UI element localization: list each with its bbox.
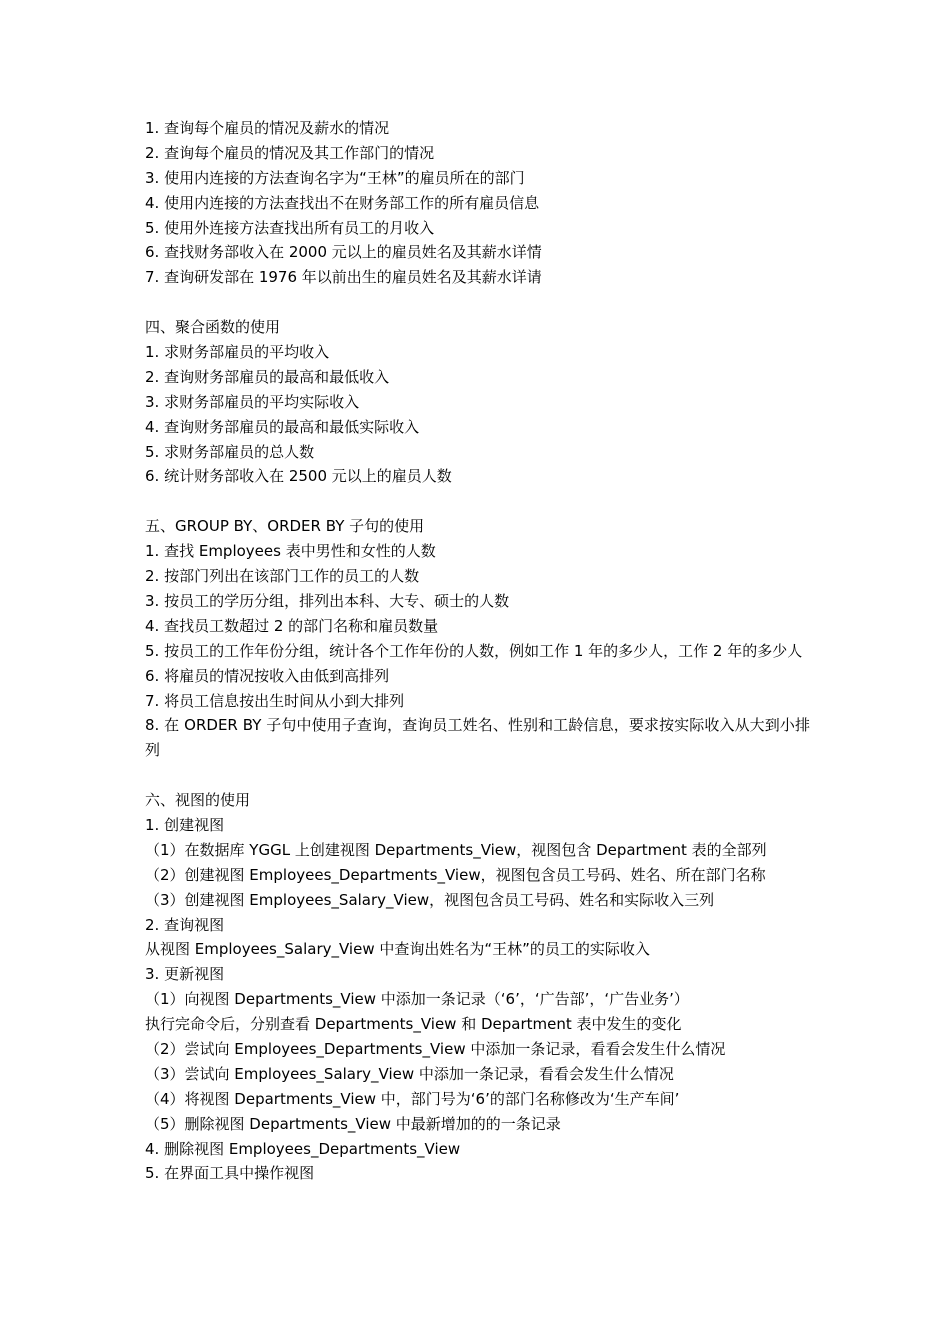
list-item: 2. 查询每个雇员的情况及其工作部门的情况	[145, 143, 435, 162]
paragraph-spacer	[145, 763, 810, 788]
list-item: 3. 更新视图	[145, 965, 225, 984]
section-heading-groupby: 五、GROUP BY、ORDER BY 子句的使用	[145, 517, 425, 536]
list-item: 7. 将员工信息按出生时间从小到大排列	[145, 691, 405, 710]
list-item: 6. 查找财务部收入在 2000 元以上的雇员姓名及其薪水详情	[145, 243, 542, 262]
list-item: 4. 查找员工数超过 2 的部门名称和雇员数量	[145, 616, 439, 635]
list-item: 2. 查询视图	[145, 915, 225, 934]
sub-item: （1）向视图 Departments_View 中添加一条记录（‘6’，‘广告部’，‘广告业务’）	[145, 990, 689, 1009]
list-item: 1. 查询每个雇员的情况及薪水的情况	[145, 119, 390, 137]
list-item: 4. 查询财务部雇员的最高和最低实际收入	[145, 417, 420, 436]
sub-item: （2）创建视图 Employees_Departments_View，视图包含员工号码、姓名、所在部门名称	[145, 865, 766, 884]
list-item: 5. 按员工的工作年份分组，统计各个工作年份的人数，例如工作 1 年的多少人，工作 2 年的多少人	[145, 641, 803, 660]
sub-item: （3）尝试向 Employees_Salary_View 中添加一条记录，看看会发生什么情况	[145, 1064, 674, 1083]
list-item: 4. 删除视图 Employees_Departments_View	[145, 1139, 461, 1158]
list-item: 1. 查找 Employees 表中男性和女性的人数	[145, 542, 436, 561]
list-item: 7. 查询研发部在 1976 年以前出生的雇员姓名及其薪水详请	[145, 268, 542, 287]
list-item: 5. 求财务部雇员的总人数	[145, 442, 315, 461]
list-item: 8. 在 ORDER BY 子句中使用子查询，查询员工姓名、性别和工龄信息，要求按实际收入从大到小排列	[145, 716, 810, 760]
sub-item: （5）删除视图 Departments_View 中最新增加的的一条记录	[145, 1114, 561, 1133]
document-body	[145, 116, 810, 1186]
section-heading-aggregate: 四、聚合函数的使用	[145, 318, 281, 337]
paragraph-spacer	[145, 290, 810, 315]
paragraph-spacer	[145, 489, 810, 514]
sub-item: （1）在数据库 YGGL 上创建视图 Departments_View，视图包含 Department 表的全部列	[145, 840, 767, 859]
list-item: 6. 将雇员的情况按收入由低到高排列	[145, 666, 390, 685]
list-item: 4. 使用内连接的方法查找出不在财务部工作的所有雇员信息	[145, 193, 540, 212]
sub-item: 从视图 Employees_Salary_View 中查询出姓名为“王林”的员工的实际收入	[145, 940, 650, 959]
list-item: 1. 求财务部雇员的平均收入	[145, 343, 330, 362]
list-item: 1. 创建视图	[145, 815, 225, 834]
sub-item: 执行完命令后，分别查看 Departments_View 和 Department 表中发生的变化	[145, 1015, 682, 1034]
sub-item: （2）尝试向 Employees_Departments_View 中添加一条记录，看看会发生什么情况	[145, 1040, 726, 1058]
list-item: 2. 查询财务部雇员的最高和最低收入	[145, 367, 390, 386]
list-item: 3. 按员工的学历分组，排列出本科、大专、硕士的人数	[145, 591, 510, 610]
list-item: 2. 按部门列出在该部门工作的员工的人数	[145, 567, 420, 586]
sub-item: （4）将视图 Departments_View 中，部门号为‘6’的部门名称修改为‘生产车间’	[145, 1089, 680, 1108]
list-item: 3. 求财务部雇员的平均实际收入	[145, 392, 360, 411]
list-item: 5. 在界面工具中操作视图	[145, 1164, 315, 1183]
list-item: 6. 统计财务部收入在 2500 元以上的雇员人数	[145, 467, 452, 486]
list-item: 3. 使用内连接的方法查询名字为“王林”的雇员所在的部门	[145, 168, 525, 187]
sub-item: （3）创建视图 Employees_Salary_View，视图包含员工号码、姓名和实际收入三列	[145, 890, 715, 909]
list-item: 5. 使用外连接方法查找出所有员工的月收入	[145, 218, 435, 237]
section-heading-views: 六、视图的使用	[145, 791, 251, 810]
